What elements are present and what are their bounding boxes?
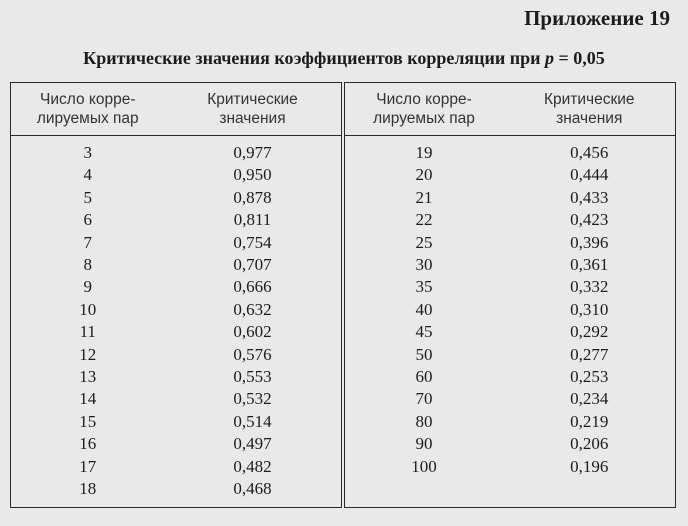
table-row bbox=[11, 164, 676, 186]
value-right-cell: 0,292 bbox=[504, 321, 676, 343]
value-left-cell: 0,977 bbox=[165, 142, 343, 164]
table-title-suffix: = 0,05 bbox=[554, 48, 605, 68]
value-left-cell: 0,468 bbox=[165, 478, 343, 507]
value-right-cell: 0,310 bbox=[504, 299, 676, 321]
header-crit-right-line2: значения bbox=[556, 110, 623, 127]
pairs-right-cell: 70 bbox=[415, 389, 433, 409]
table-row bbox=[11, 456, 676, 478]
value-left-cell: 0,553 bbox=[165, 366, 343, 388]
critical-values-table bbox=[10, 82, 676, 508]
table-row bbox=[11, 321, 676, 343]
value-right-cell: 0,396 bbox=[504, 232, 676, 254]
value-left-cell: 0,811 bbox=[165, 209, 343, 231]
pairs-right-cell: 100 bbox=[411, 456, 437, 476]
pairs-right-cell: 90 bbox=[415, 434, 433, 454]
pairs-right-cell: 22 bbox=[415, 210, 433, 230]
value-left-cell: 0,878 bbox=[165, 187, 343, 209]
value-left-cell: 0,497 bbox=[165, 433, 343, 455]
value-right-cell: 0,234 bbox=[504, 388, 676, 410]
header-crit-right bbox=[504, 83, 676, 136]
value-right-cell-empty bbox=[504, 478, 676, 507]
value-left-cell: 0,602 bbox=[165, 321, 343, 343]
value-right-cell: 0,444 bbox=[504, 164, 676, 186]
table-title bbox=[0, 48, 688, 69]
value-right-cell: 0,253 bbox=[504, 366, 676, 388]
value-right-cell: 0,332 bbox=[504, 276, 676, 298]
table-header-row bbox=[11, 83, 676, 136]
table-title-text: Критические значения коэффициентов корреляции при bbox=[83, 48, 541, 68]
pairs-left-cell: 16 bbox=[11, 433, 165, 455]
pairs-left-cell: 4 bbox=[11, 164, 165, 186]
value-left-cell: 0,576 bbox=[165, 344, 343, 366]
header-crit-right-line1: Критические bbox=[543, 91, 635, 108]
value-right-cell: 0,456 bbox=[504, 142, 676, 164]
value-left-cell: 0,707 bbox=[165, 254, 343, 276]
table-row bbox=[11, 388, 676, 410]
table-row bbox=[11, 478, 676, 507]
pairs-right-cell-empty bbox=[343, 478, 504, 507]
table-row bbox=[11, 142, 676, 164]
table-row bbox=[11, 254, 676, 276]
header-pairs-right-line2: лируемых пар bbox=[373, 110, 475, 127]
value-right-cell: 0,361 bbox=[504, 254, 676, 276]
value-left-cell: 0,754 bbox=[165, 232, 343, 254]
table-row bbox=[11, 299, 676, 321]
table-title-variable: p bbox=[545, 48, 555, 68]
value-right-cell: 0,277 bbox=[504, 344, 676, 366]
pairs-right-cell: 19 bbox=[415, 143, 433, 162]
header-crit-left-line2: значения bbox=[219, 110, 286, 127]
table-row bbox=[11, 209, 676, 231]
pairs-right-cell: 45 bbox=[415, 322, 433, 342]
pairs-left-cell: 5 bbox=[11, 187, 165, 209]
header-crit-left-line1: Критические bbox=[207, 91, 298, 108]
pairs-right-cell: 60 bbox=[415, 367, 433, 387]
header-pairs-left-line1: Число корре- bbox=[40, 91, 136, 108]
header-crit-left bbox=[165, 83, 343, 136]
pairs-left-cell: 7 bbox=[11, 232, 165, 254]
value-right-cell: 0,206 bbox=[504, 433, 676, 455]
value-left-cell: 0,482 bbox=[165, 456, 343, 478]
pairs-right-cell: 80 bbox=[415, 411, 433, 431]
pairs-right-cell: 35 bbox=[415, 277, 433, 297]
table-row bbox=[11, 433, 676, 455]
pairs-left-cell: 8 bbox=[11, 254, 165, 276]
pairs-left-cell: 3 bbox=[11, 142, 165, 164]
table-row bbox=[11, 344, 676, 366]
header-pairs-right-line1: Число корре- bbox=[376, 91, 472, 108]
pairs-right-cell: 20 bbox=[415, 165, 433, 185]
value-right-cell: 0,423 bbox=[504, 209, 676, 231]
pairs-left-cell: 14 bbox=[11, 388, 165, 410]
pairs-left-cell: 13 bbox=[11, 366, 165, 388]
table-row bbox=[11, 232, 676, 254]
table-row bbox=[11, 276, 676, 298]
header-pairs-left bbox=[11, 83, 165, 136]
pairs-left-cell: 18 bbox=[11, 478, 165, 507]
pairs-right-cell: 21 bbox=[415, 187, 433, 207]
header-pairs-right bbox=[343, 83, 504, 136]
pairs-right-cell: 30 bbox=[415, 255, 433, 275]
pairs-left-cell: 15 bbox=[11, 411, 165, 433]
value-right-cell: 0,433 bbox=[504, 187, 676, 209]
pairs-left-cell: 10 bbox=[11, 299, 165, 321]
value-left-cell: 0,666 bbox=[165, 276, 343, 298]
value-right-cell: 0,219 bbox=[504, 411, 676, 433]
value-right-cell: 0,196 bbox=[504, 456, 676, 478]
header-pairs-left-line2: лируемых пар bbox=[36, 110, 139, 127]
pairs-right-cell: 25 bbox=[415, 232, 433, 252]
value-left-cell: 0,632 bbox=[165, 299, 343, 321]
pairs-right-cell: 50 bbox=[415, 344, 433, 364]
table-row bbox=[11, 187, 676, 209]
pairs-left-cell: 17 bbox=[11, 456, 165, 478]
pairs-left-cell: 12 bbox=[11, 344, 165, 366]
pairs-left-cell: 6 bbox=[11, 209, 165, 231]
pairs-right-cell: 40 bbox=[415, 299, 433, 319]
value-left-cell: 0,514 bbox=[165, 411, 343, 433]
value-left-cell: 0,950 bbox=[165, 164, 343, 186]
pairs-left-cell: 9 bbox=[11, 276, 165, 298]
appendix-label: Приложение 19 bbox=[524, 6, 670, 30]
value-left-cell: 0,532 bbox=[165, 388, 343, 410]
pairs-left-cell: 11 bbox=[11, 321, 165, 343]
table-body bbox=[11, 136, 676, 508]
table-row bbox=[11, 411, 676, 433]
table-row bbox=[11, 366, 676, 388]
